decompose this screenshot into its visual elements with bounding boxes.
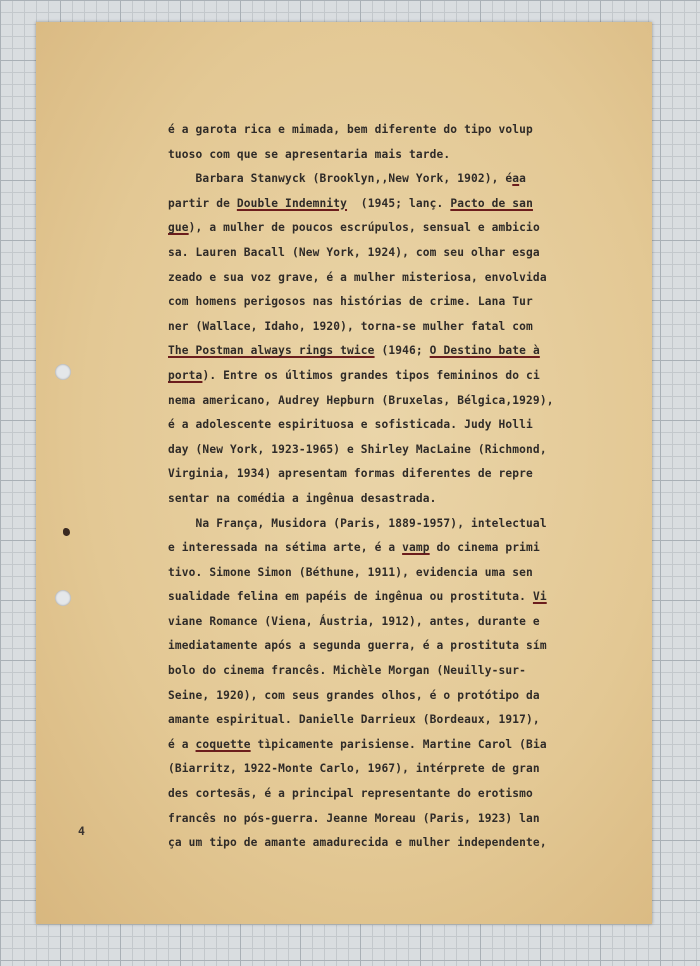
text-segment: (Biarritz, 1922-Monte Carlo, 1967), intérprete de gran	[168, 762, 540, 776]
text-segment: do cinema primi	[429, 541, 540, 555]
text-segment: tivo. Simone Simon (Béthune, 1911), evidencia uma sen	[168, 565, 533, 579]
body-text	[168, 118, 608, 856]
text-segment: imediatamente após a segunda guerra, é a prostituta sím	[168, 639, 547, 653]
text-line	[168, 733, 608, 758]
text-line	[168, 634, 608, 659]
text-segment: sentar na comédia a ingênua desastrada.	[168, 491, 437, 505]
text-line	[168, 487, 608, 512]
text-line	[168, 610, 608, 635]
text-segment: ), a mulher de poucos escrúpulos, sensual e ambicio	[188, 221, 540, 235]
text-segment: é a garota rica e mimada, bem diferente do tipo volup	[168, 123, 533, 136]
text-segment: bolo do cinema francês. Michèle Morgan (Neuilly-sur-	[168, 664, 527, 678]
text-segment: nema americano, Audrey Hepburn (Bruxelas, Bélgica,1929),	[168, 393, 554, 407]
text-line	[168, 143, 608, 168]
underlined-title: Vi	[532, 590, 547, 604]
text-segment: francês no pós-guerra. Jeanne Moreau (Paris, 1923) lan	[168, 811, 540, 825]
text-line	[168, 659, 608, 684]
text-segment: e interessada na sétima arte, é a	[168, 541, 403, 555]
text-line	[168, 684, 608, 709]
underlined-title: gue	[168, 221, 189, 235]
text-line	[168, 462, 608, 487]
text-segment: des cortesãs, é a principal representante do erotismo	[168, 787, 533, 801]
text-segment: partir de	[168, 196, 237, 210]
text-segment: day (New York, 1923-1965) e Shirley MacLaine (Richmond,	[168, 442, 547, 456]
punch-hole-top	[55, 364, 71, 380]
underlined-title: The Postman always rings twice	[168, 344, 375, 358]
text-line	[168, 339, 608, 364]
text-segment: viane Romance (Viena, Áustria, 1912), antes, durante e	[168, 614, 540, 628]
text-line	[168, 118, 608, 143]
text-line	[168, 708, 608, 733]
text-segment: ). Entre os últimos grandes tipos femininos do ci	[202, 368, 540, 382]
underlined-title: porta	[168, 368, 203, 382]
text-segment: é a adolescente espirituosa e sofisticada. Judy Holli	[168, 418, 533, 432]
text-line	[168, 216, 608, 241]
text-segment: a	[519, 172, 527, 186]
text-line	[168, 167, 608, 192]
text-line	[168, 192, 608, 217]
text-segment: sualidade felina em papéis de ingênua ou prostituta.	[168, 590, 533, 604]
text-line	[168, 757, 608, 782]
underlined-title: Double Indemnity	[236, 196, 348, 210]
text-line	[168, 807, 608, 832]
underlined-title: coquette	[195, 737, 251, 751]
text-segment: Seine, 1920), com seus grandes olhos, é o protótipo da	[168, 688, 540, 702]
text-segment: é a	[168, 737, 196, 751]
text-line	[168, 241, 608, 266]
text-line	[168, 438, 608, 463]
text-segment: (1946;	[374, 344, 430, 358]
text-line	[168, 536, 608, 561]
text-line	[168, 413, 608, 438]
text-segment: amante espiritual. Danielle Darrieux (Bordeaux, 1917),	[168, 713, 540, 727]
underlined-title: a	[512, 172, 520, 186]
text-segment: Barbara Stanwyck (Brooklyn,,New York, 1902), é	[168, 172, 513, 186]
text-segment: zeado e sua voz grave, é a mulher misteriosa, envolvida	[168, 270, 547, 284]
underlined-title: vamp	[402, 541, 430, 555]
ink-smudge	[63, 528, 70, 536]
underlined-title: O Destino bate à	[429, 344, 540, 358]
page-number: 4	[78, 824, 85, 838]
text-line	[168, 266, 608, 291]
text-segment: sa. Lauren Bacall (New York, 1924), com seu olhar esga	[168, 245, 540, 259]
text-segment: tìpicamente parisiense. Martine Carol (Bia	[250, 737, 547, 751]
text-line	[168, 782, 608, 807]
text-segment: ner (Wallace, Idaho, 1920), torna-se mulher fatal com	[168, 319, 533, 333]
text-line	[168, 315, 608, 340]
text-line	[168, 561, 608, 586]
text-segment: ça um tipo de amante amadurecida e mulher independente,	[168, 836, 547, 850]
text-line	[168, 585, 608, 610]
underlined-title: Pacto de san	[450, 196, 533, 210]
text-segment: com homens perigosos nas histórias de crime. Lana Tur	[168, 295, 533, 309]
text-line	[168, 512, 608, 537]
text-line	[168, 389, 608, 414]
punch-hole-bottom	[55, 590, 71, 606]
text-line	[168, 831, 608, 856]
text-segment: Na França, Musidora (Paris, 1889-1957), intelectual	[168, 516, 547, 530]
text-segment: Virginia, 1934) apresentam formas diferentes de repre	[168, 467, 533, 481]
text-line	[168, 290, 608, 315]
text-segment: tuoso com que se apresentaria mais tarde.	[168, 147, 451, 161]
text-segment: (1945; lanç.	[347, 196, 451, 210]
text-line	[168, 364, 608, 389]
